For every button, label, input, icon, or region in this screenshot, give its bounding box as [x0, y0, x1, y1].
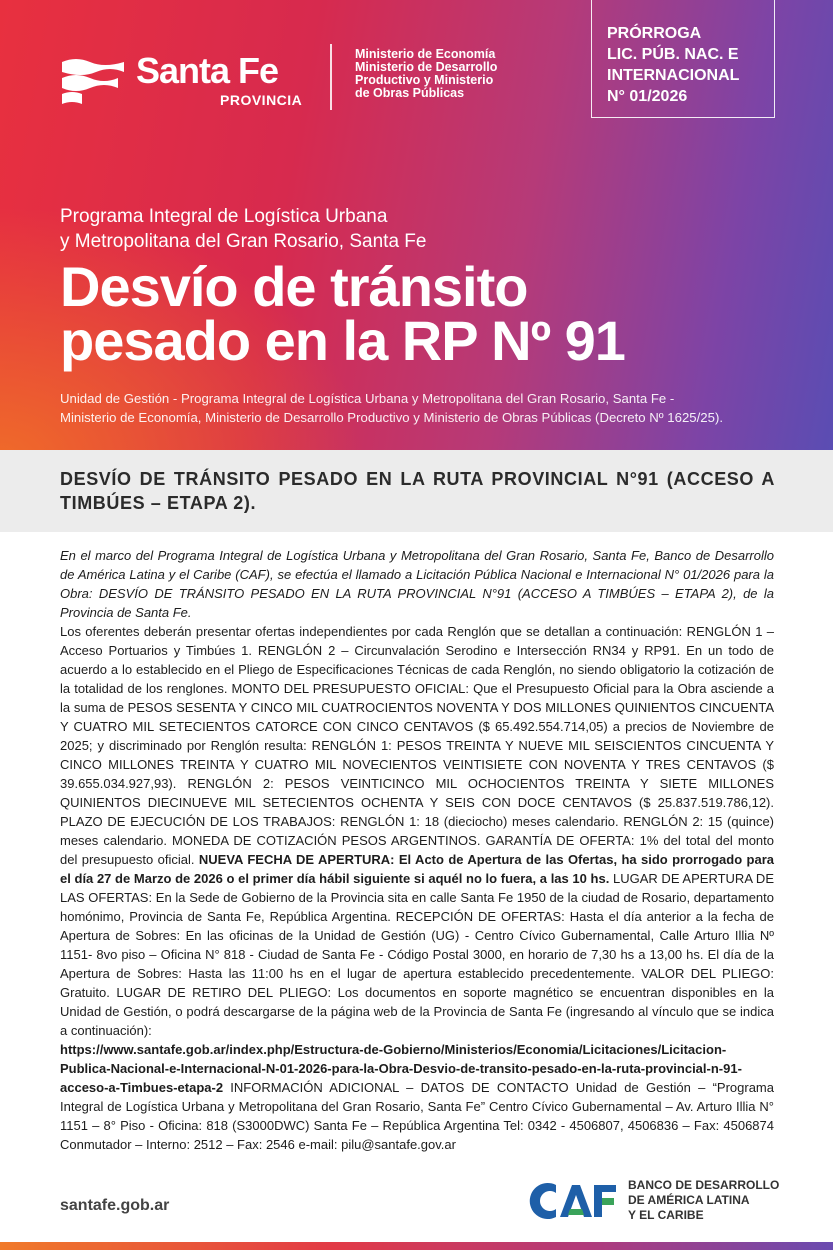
caf-logo [526, 1175, 786, 1225]
program-line: y Metropolitana del Gran Rosario, Santa Fe [60, 231, 427, 252]
title-line: Desvío de tránsito [60, 255, 528, 318]
contact-paragraph: INFORMACIÓN ADICIONAL – DATOS DE CONTACTO Unidad de Gestión – “Programa Integral de Logística Urbana y Metropolitana del Gran Rosario, Santa Fe” Centro Cívico Gubernamental – Av. Arturo Illia N° 1151 – 8° Piso - Oficina: 818 (S3000DWC) Santa Fe – República Argentina Tel: 0342 - 4506807, 4506836 – Fax: 4506874 Conmutador – Interno: 2512 – Fax: 2546 e-mail: pilu@santafe.gov.ar [60, 1080, 774, 1152]
ministry-line: Ministerio de Economía [355, 47, 496, 61]
prorroga-line: PRÓRROGA [607, 25, 702, 42]
caf-logo-icon [526, 1179, 618, 1223]
santa-fe-logo [58, 48, 318, 112]
logo-subtitle: PROVINCIA [220, 92, 303, 108]
caf-line: DE AMÉRICA LATINA [628, 1193, 750, 1207]
new-opening-date: NUEVA FECHA DE APERTURA: El Acto de Apertura de las Ofertas, ha sido prorrogado para el día 27 de Marzo de 2026 o el primer día hábil siguiente si aquél no lo fuera, a las 10 hs. [60, 852, 774, 886]
body-text [60, 546, 774, 1154]
program-line: Programa Integral de Logística Urbana [60, 206, 388, 227]
unit-line: Ministerio de Economía, Ministerio de Desarrollo Productivo y Ministerio de Obras Públicas (Decreto Nº 1625/25). [60, 410, 724, 425]
prorroga-line: N° 01/2026 [607, 88, 688, 105]
bottom-color-bar [0, 1242, 833, 1250]
prorroga-line: LIC. PÚB. NAC. E [607, 46, 739, 63]
unit-description [60, 389, 800, 427]
program-name [60, 204, 426, 254]
caf-line: BANCO DE DESARROLLO [628, 1178, 780, 1192]
ministry-line: Ministerio de Desarrollo [355, 60, 498, 74]
footer-website[interactable]: santafe.gob.ar [60, 1197, 170, 1214]
body-paragraph: LUGAR DE APERTURA DE LAS OFERTAS: En la Sede de Gobierno de la Provincia sita en calle Santa Fe 1950 de la ciudad de Rosario, departamento homónimo, Provincia de Santa Fe, República Argentina. RECEPCIÓN DE OFERTAS: Hasta el día anterior a la fecha de Apertura de Sobres: En las oficinas de la Unidad de Gestión (UG) - Centro Cívico Gubernamental, Calle Arturo Illia Nº 1151- 8vo piso – Oficina N° 818 - Ciudad de Santa Fe - Código Postal 3000, en horario de 7,30 hs a 13,00 hs. El día de la Apertura de Sobres: Hasta las 11:00 hs en el lugar de apertura establecido precedentemente. VALOR DEL PLIEGO: Gratuito. LUGAR DE RETIRO DEL PLIEGO: Los documentos en soporte magnético se encuentran disponibles en la Unidad de Gestión, o podrá descargarse de la página web de la Provincia de Santa Fe (ingresando al vínculo que se indica a continuación): [60, 871, 774, 1038]
prorroga-box [591, 0, 775, 118]
caf-line: Y EL CARIBE [628, 1208, 704, 1222]
unit-line: Unidad de Gestión - Programa Integral de Logística Urbana y Metropolitana del Gran Rosario, Santa Fe - [60, 391, 675, 406]
ministry-line: Productivo y Ministerio [355, 73, 494, 87]
section-heading: DESVÍO DE TRÁNSITO PESADO EN LA RUTA PROVINCIAL N°91 (ACCESO A TIMBÚES – ETAPA 2). [60, 469, 775, 513]
title-line: pesado en la RP Nº 91 [60, 309, 625, 372]
header-divider [330, 44, 332, 110]
ministry-line: de Obras Públicas [355, 86, 465, 100]
logo-name: Santa Fe [136, 50, 279, 91]
page-title [60, 255, 625, 372]
santa-fe-flag-icon [58, 52, 128, 108]
tender-link[interactable]: https://www.santafe.gob.ar/index.php/Estructura-de-Gobierno/Ministerios/Economia/Licitaciones/Licitacion-Publica-Nacional-e-Internacional-N-01-2026-para-la-Obra-Desvio-de-transito-pesado-en-la-ruta-provincial-n-91-acceso-a-Timbues-etapa-2 [60, 1042, 742, 1095]
ministry-block [355, 48, 497, 100]
intro-paragraph: En el marco del Programa Integral de Logística Urbana y Metropolitana del Gran Rosario, Santa Fe, Banco de Desarrollo de América Latina y el Caribe (CAF), se efectúa el llamado a Licitación Pública Nacional e Internacional N° 01/2026 para la Obra: DESVÍO DE TRÁNSITO PESADO EN LA RUTA PROVINCIAL N°91 (ACCESO A TIMBÚES – ETAPA 2), de la Provincia de Santa Fe. [60, 548, 774, 620]
body-paragraph: Los oferentes deberán presentar ofertas independientes por cada Renglón que se detallan a continuación: RENGLÓN 1 – Acceso Portuarios y Timbúes 1. RENGLÓN 2 – Circunvalación Serodino e Intersección RN34 y RP91. En un todo de acuerdo a lo establecido en el Pliego de Especificaciones Técnicas de cada Renglón, no siendo obligatorio la cotización de la totalidad de los renglones. MONTO DEL PRESUPUESTO OFICIAL: Que el Presupuesto Oficial para la Obra asciende a la suma de PESOS SESENTA Y CINCO MIL CUATROCIENTOS NOVENTA Y DOS MILLONES QUINIENTOS CINCUENTA Y CUATRO MIL SETECIENTOS CATORCE CON CINCO CENTAVOS ($ 65.492.554.714,05) a precios de Noviembre de 2025; y discriminado por Renglón resulta: RENGLÓN 1: PESOS TREINTA Y NUEVE MIL SEISCIENTOS CINCUENTA Y CINCO MILLONES TREINTA Y CUATRO MIL NOVECIENTOS VEINTISIETE CON NOVENTA Y TRES CENTAVOS ($ 39.655.034.927,93). RENGLÓN 2: PESOS VEINTICINCO MIL OCHOCIENTOS TREINTA Y SIETE MILLONES QUINIENTOS DIECINUEVE MIL SETECIENTOS OCHENTA Y SEIS CON DOCE CENTAVOS ($ 25.837.519.786,12). PLAZO DE EJECUCIÓN DE LOS TRABAJOS: RENGLÓN 1: 18 (dieciocho) meses calendario. RENGLÓN 2: 15 (quince) meses calendario. MONEDA DE COTIZACIÓN PESOS ARGENTINOS. GARANTÍA DE OFERTA: 1% del total del monto del presupuesto oficial. [60, 624, 774, 867]
hero-banner [0, 0, 833, 450]
prorroga-line: INTERNACIONAL [607, 67, 740, 84]
caf-name [628, 1178, 779, 1223]
